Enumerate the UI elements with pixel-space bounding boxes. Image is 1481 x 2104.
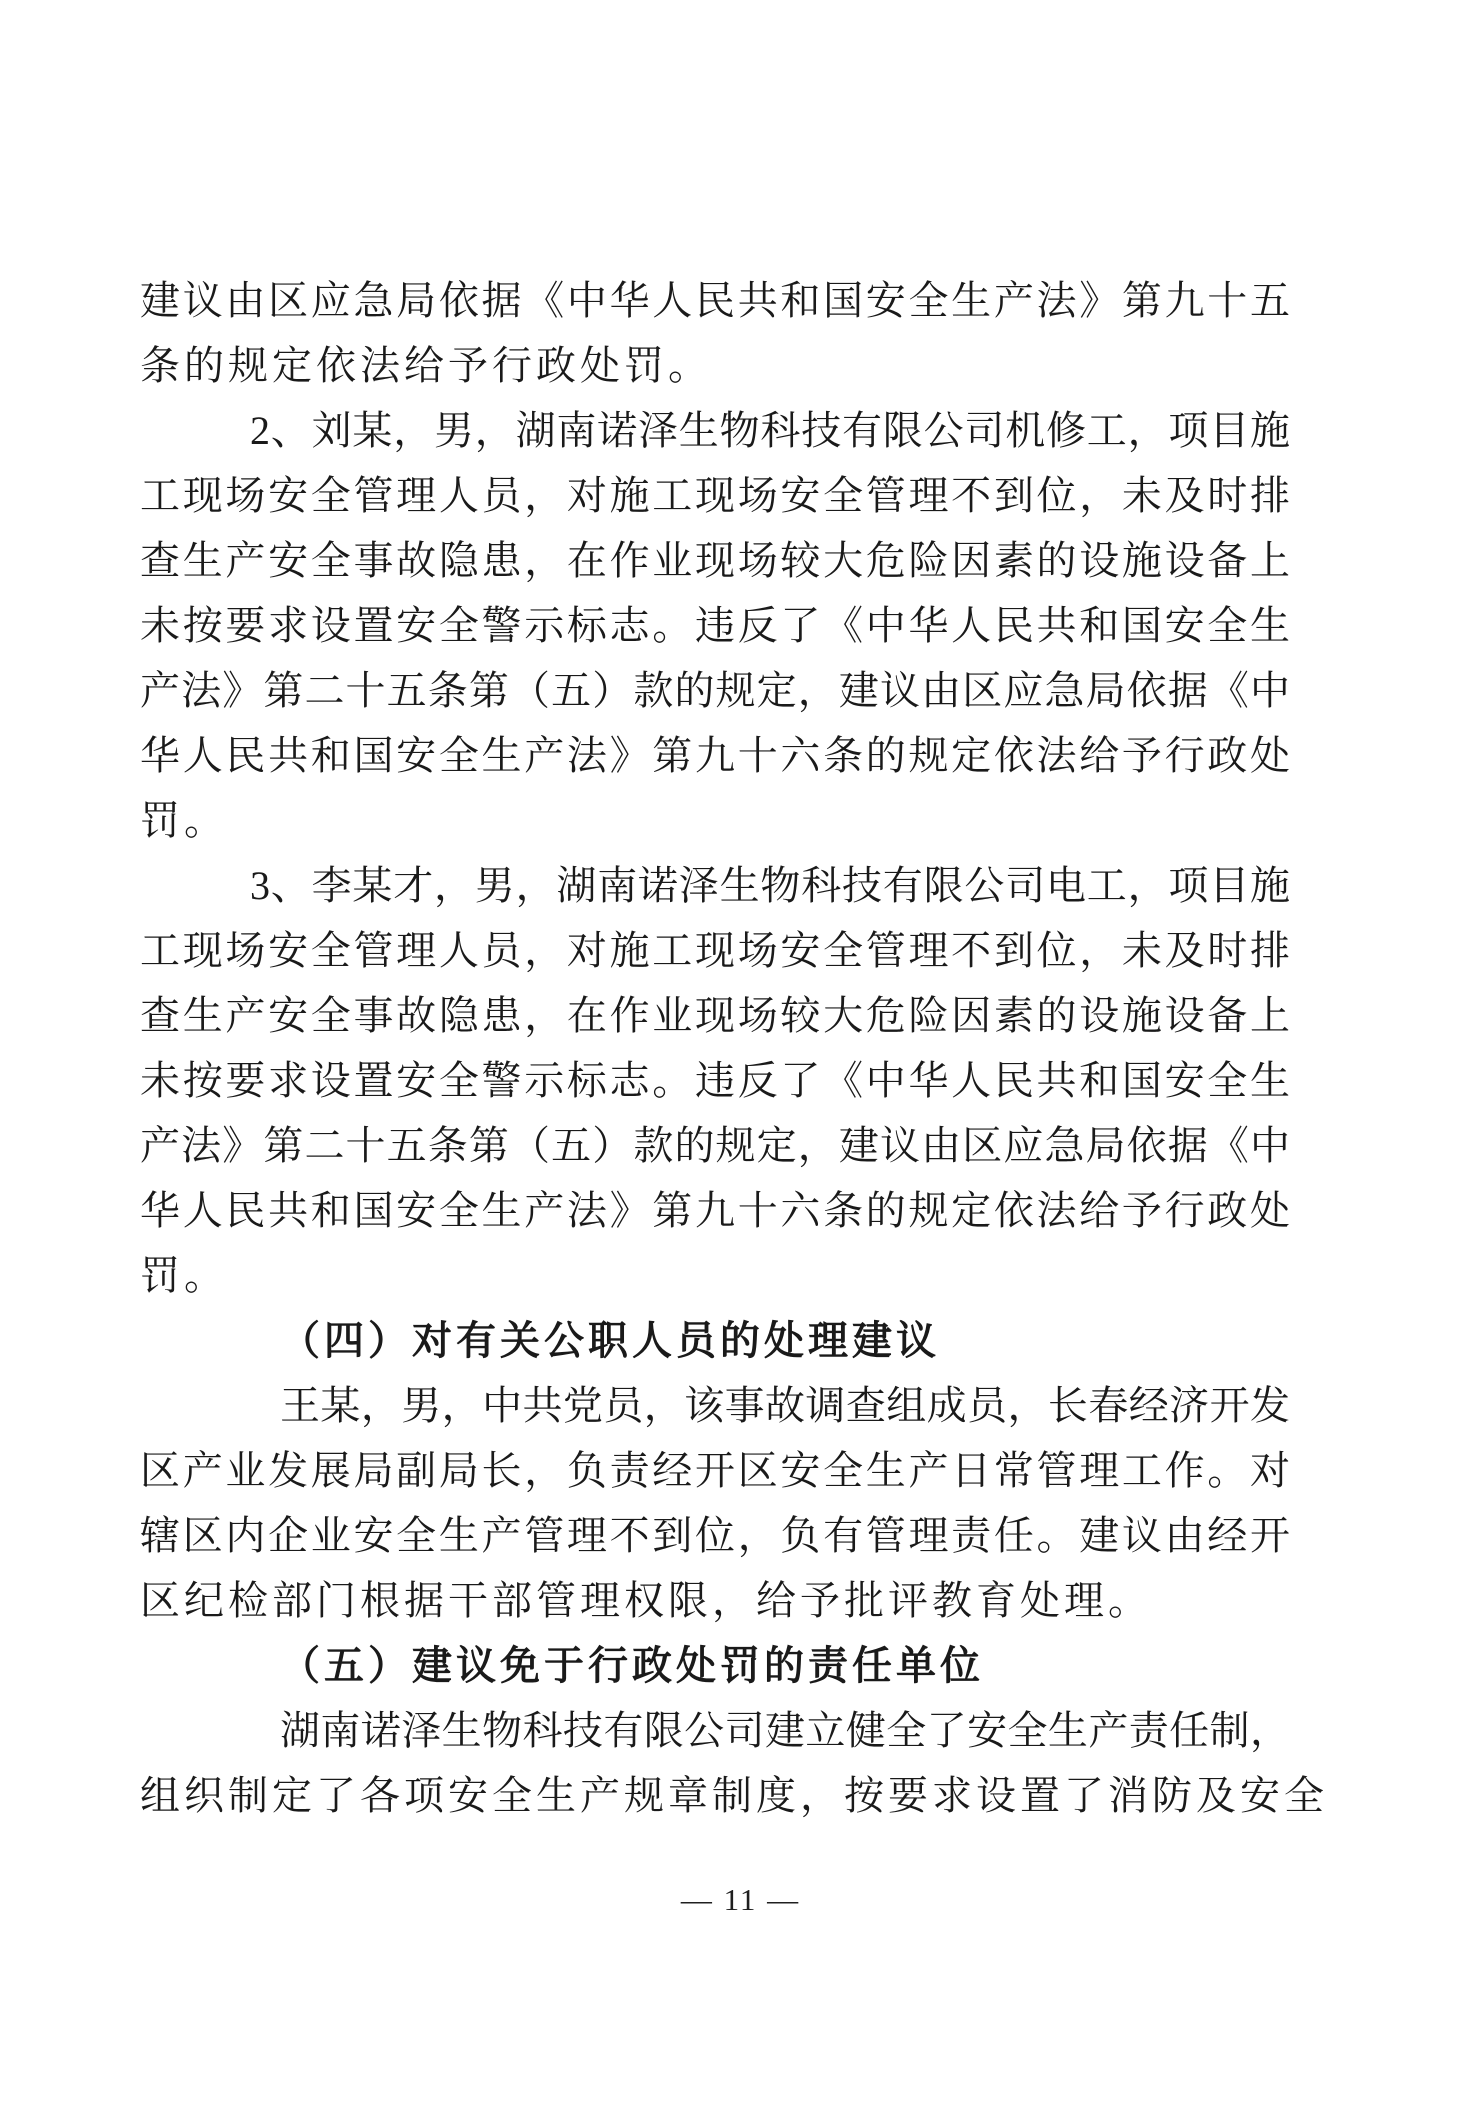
text-line: 建议由区应急局依据《中华人民共和国安全生产法》第九十五 — [140, 278, 1290, 323]
text-line: 未按要求设置安全警示标志。违反了《中华人民共和国安全生 — [140, 1058, 1290, 1103]
page-number: — 11 — — [680, 1882, 801, 1917]
text-line: 罚。 — [140, 798, 228, 843]
text-line: 湖南诺泽生物科技有限公司建立健全了安全生产责任制， — [280, 1708, 1290, 1753]
text-line: 辖区内企业安全生产管理不到位，负有管理责任。建议由经开 — [140, 1513, 1290, 1558]
section-heading-line: （五）建议免于行政处罚的责任单位 — [280, 1643, 984, 1688]
text-line: 产法》第二十五条第（五）款的规定，建议由区应急局依据《中 — [140, 668, 1290, 713]
text-line: 工现场安全管理人员，对施工现场安全管理不到位，未及时排 — [140, 928, 1290, 973]
text-line: 2、刘某，男，湖南诺泽生物科技有限公司机修工，项目施 — [250, 408, 1290, 453]
text-line: 产法》第二十五条第（五）款的规定，建议由区应急局依据《中 — [140, 1123, 1290, 1168]
text-line: 条的规定依法给予行政处罚。 — [140, 343, 712, 388]
text-line: 区产业发展局副局长，负责经开区安全生产日常管理工作。对 — [140, 1448, 1290, 1493]
text-line: 组织制定了各项安全生产规章制度，按要求设置了消防及安全 — [140, 1773, 1328, 1818]
section-heading-line: （四）对有关公职人员的处理建议 — [280, 1318, 940, 1363]
text-line: 查生产安全事故隐患，在作业现场较大危险因素的设施设备上 — [140, 538, 1290, 583]
text-line: 区纪检部门根据干部管理权限，给予批评教育处理。 — [140, 1578, 1152, 1623]
text-line: 查生产安全事故隐患，在作业现场较大危险因素的设施设备上 — [140, 993, 1290, 1038]
text-line: 罚。 — [140, 1253, 228, 1298]
text-line: 华人民共和国安全生产法》第九十六条的规定依法给予行政处 — [140, 1188, 1290, 1233]
text-line: 华人民共和国安全生产法》第九十六条的规定依法给予行政处 — [140, 733, 1290, 778]
text-line: 王某，男，中共党员，该事故调查组成员，长春经济开发 — [280, 1383, 1290, 1428]
text-line: 工现场安全管理人员，对施工现场安全管理不到位，未及时排 — [140, 473, 1290, 518]
document-body — [140, 268, 1328, 1828]
text-line: 未按要求设置安全警示标志。违反了《中华人民共和国安全生 — [140, 603, 1290, 648]
page-footer — [0, 1882, 1481, 1918]
text-line: 3、李某才，男，湖南诺泽生物科技有限公司电工，项目施 — [250, 863, 1290, 908]
